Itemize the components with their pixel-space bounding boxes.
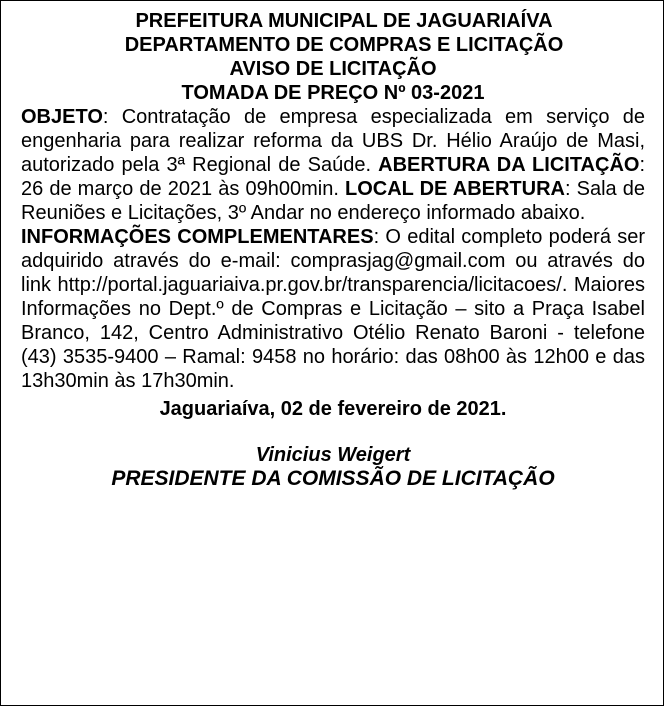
informacoes-text: : O edital completo poderá ser adquirido através do e-mail: comprasjag@gmail.com ou através do link [21, 226, 645, 296]
abertura-label: ABERTURA DA LICITAÇÃO [378, 154, 640, 176]
informacoes-label: INFORMAÇÕES COMPLEMENTARES [21, 226, 374, 248]
header-tomada-de-preco: TOMADA DE PREÇO Nº 03-2021 [181, 82, 485, 104]
signature-name: Vinicius Weigert [255, 444, 411, 466]
header-aviso: AVISO DE LICITAÇÃO [229, 58, 437, 80]
signature-block [21, 443, 645, 491]
objeto-label: OBJETO [21, 106, 103, 128]
transparencia-link[interactable]: http://portal.jaguariaiva.pr.gov.br/transparencia/licitacoes/ [57, 274, 562, 296]
objeto-paragraph [21, 105, 645, 225]
informacoes-text-2: . Maiores Informações no Dept.º de Compras e Licitação – sito a Praça Isabel Branco, 142, Centro Administrativo Otélio Renato Baroni - telefone (43) 3535-9400 – Ramal: 9458 no horário: das 08h00 às 12h00 e das 13h30min às 17h30min. [21, 274, 645, 392]
header-prefeitura: PREFEITURA MUNICIPAL DE JAGUARIAÍVA [135, 10, 553, 32]
spacer [21, 421, 645, 443]
notice-header [21, 9, 645, 105]
local-label: LOCAL DE ABERTURA [345, 178, 565, 200]
informacoes-paragraph [21, 225, 645, 393]
abertura-text: : 26 de março de 2021 às 09h00min. [21, 154, 646, 200]
header-departamento: DEPARTAMENTO DE COMPRAS E LICITAÇÃO [124, 34, 564, 56]
local-text: : Sala de Reuniões e Licitações, 3º Andar no endereço informado abaixo. [21, 178, 645, 224]
city-date: Jaguariaíva, 02 de fevereiro de 2021. [159, 398, 507, 420]
objeto-text: : Contratação de empresa especializada em serviço de engenharia para realizar reforma da UBS Dr. Hélio Araújo de Masi, autorizado pela 3ª Regional de Saúde. [21, 106, 645, 176]
signature-title: PRESIDENTE DA COMISSÃO DE LICITAÇÃO [111, 467, 555, 490]
